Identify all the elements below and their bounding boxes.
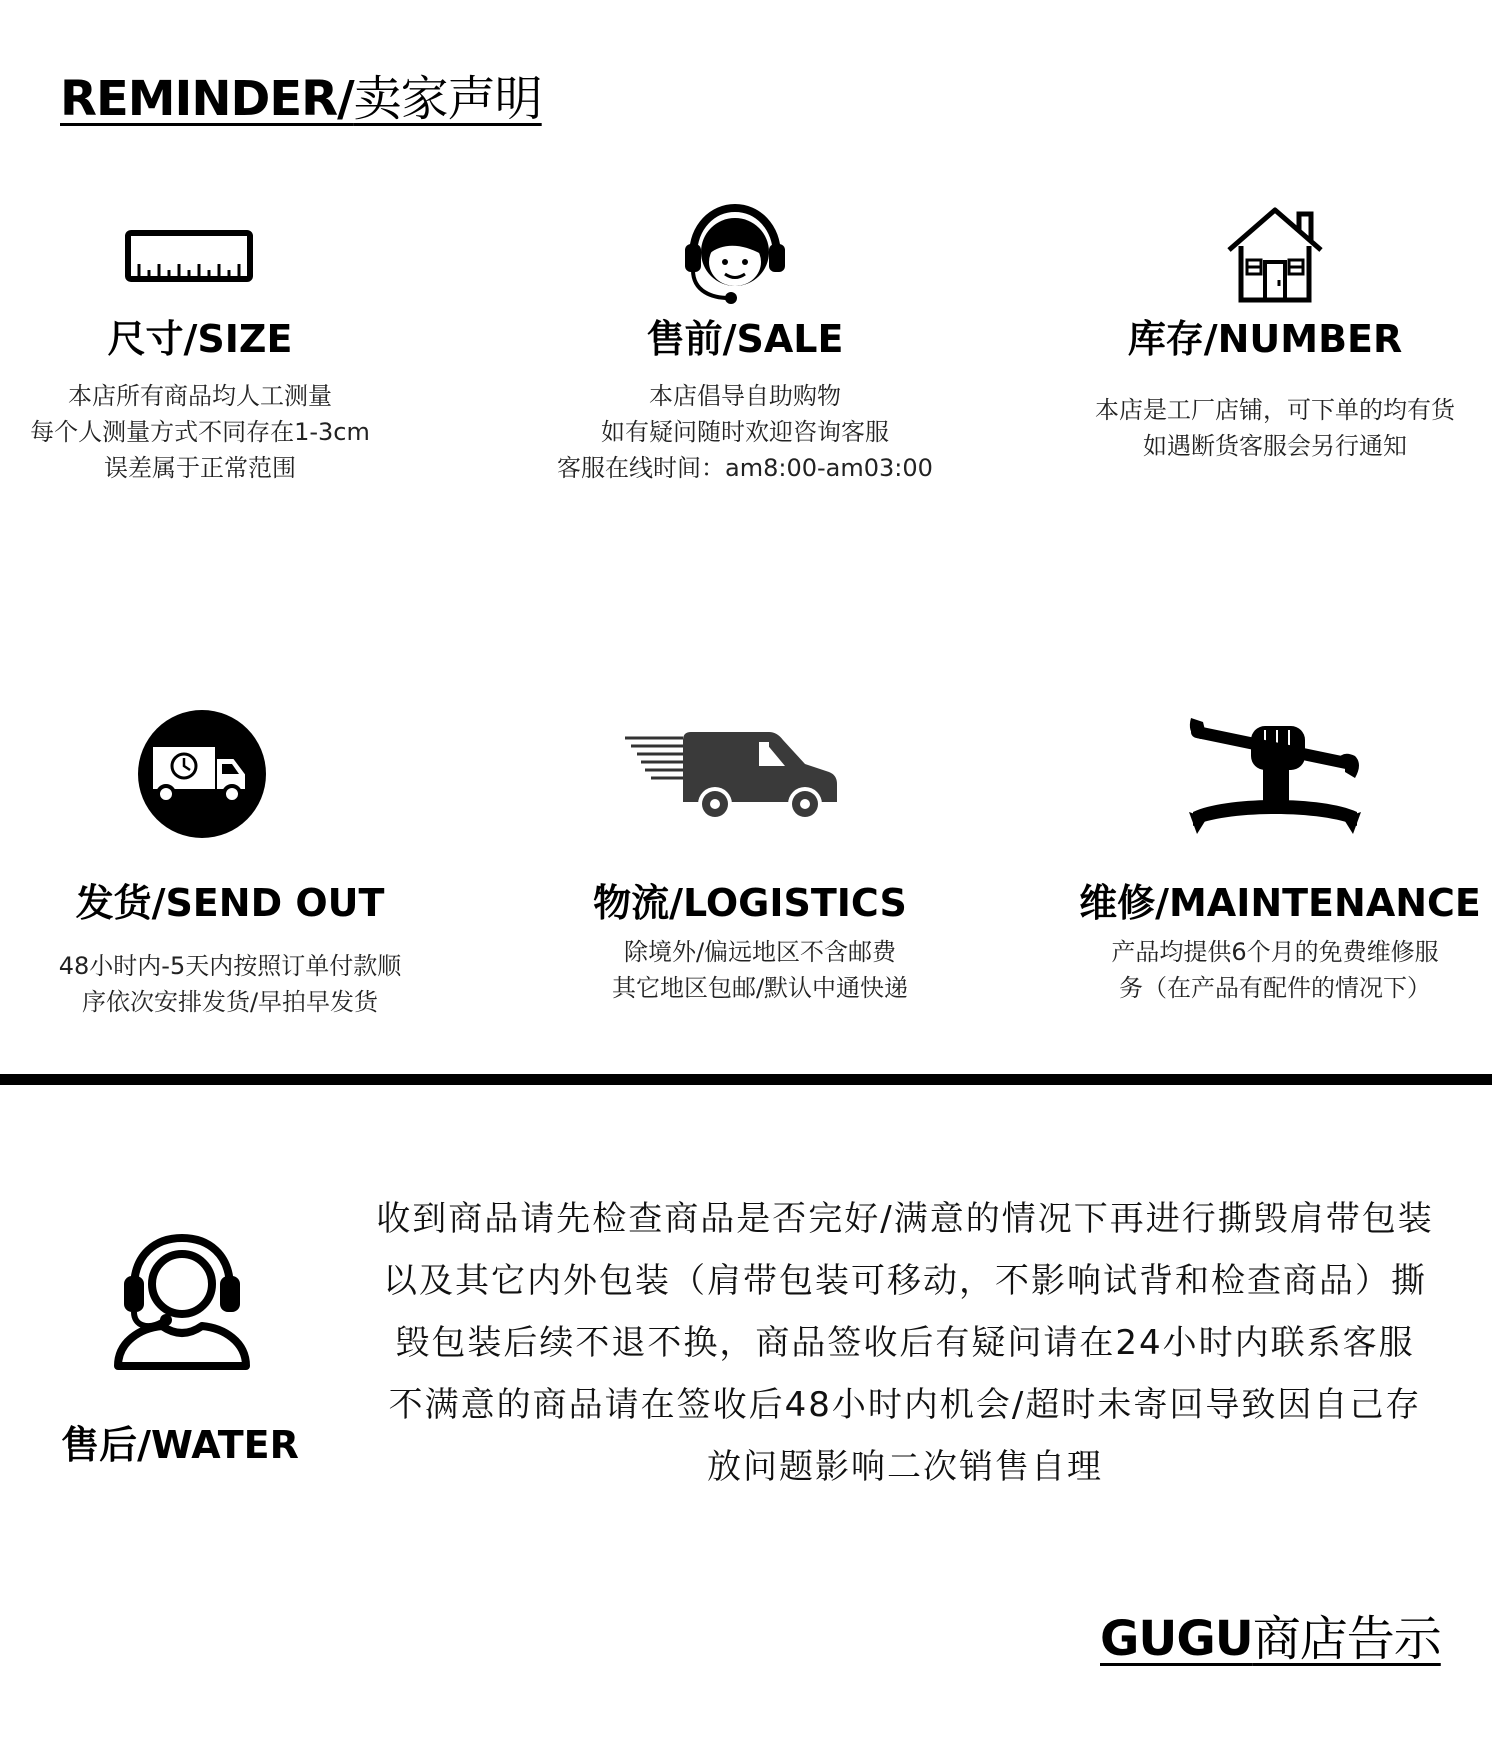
- card-desc-line: 本店所有商品均人工测量: [68, 382, 332, 410]
- card-title: 售前/SALE: [646, 317, 844, 361]
- card-desc-line: 产品均提供6个月的免费维修服: [1111, 938, 1439, 966]
- fast-van-icon: [625, 730, 845, 830]
- card-description: [20, 948, 440, 1020]
- card-number: [1065, 200, 1485, 500]
- page-title: [60, 60, 542, 129]
- card-desc-line: 本店倡导自助购物: [649, 382, 841, 410]
- card-title: 维修/MAINTENANCE: [1079, 881, 1481, 925]
- ruler-icon: [125, 230, 253, 286]
- card-logistics: [560, 700, 960, 1020]
- card-desc-line: 每个人测量方式不同存在1-3cm: [30, 418, 370, 446]
- footer-title-zh: 商店告示: [1252, 1611, 1441, 1667]
- card-description: [555, 378, 935, 486]
- card-title: 发货/SEND OUT: [75, 881, 385, 925]
- page-title-zh: 卖家声明: [353, 71, 542, 127]
- card-description: [560, 934, 960, 1006]
- section-divider: [0, 1074, 1492, 1085]
- house-icon: [1223, 206, 1327, 308]
- card-desc-line: 如遇断货客服会另行通知: [1143, 432, 1407, 460]
- card-sale: [555, 200, 935, 500]
- headset-agent-icon: [683, 204, 787, 314]
- card-desc-line: 本店是工厂店铺，可下单的均有货: [1095, 396, 1455, 424]
- card-desc-line: 序依次安排发货/早拍早发货: [81, 988, 379, 1016]
- card-desc-line: 其它地区包邮/默认中通快递: [611, 974, 909, 1002]
- footer-title-en: GUGU: [1100, 1611, 1253, 1667]
- aftersale-title: 售后/WATER: [61, 1423, 299, 1467]
- policy-line: 放问题影响二次销售自理: [707, 1447, 1103, 1487]
- card-desc-line: 如有疑问随时欢迎咨询客服: [601, 418, 889, 446]
- card-desc-line: 48小时内-5天内按照订单付款顺: [58, 952, 402, 980]
- customer-service-icon: [112, 1232, 252, 1376]
- card-title: 尺寸/SIZE: [107, 317, 293, 361]
- policy-line: 毁包装后续不退不换，商品签收后有疑问请在24小时内联系客服: [395, 1323, 1415, 1363]
- card-send-out: [20, 700, 440, 1020]
- card-size: [15, 200, 385, 500]
- footer-title: [1100, 1600, 1441, 1669]
- policy-line: 不满意的商品请在签收后48小时内机会/超时未寄回导致因自己存: [388, 1385, 1422, 1425]
- card-desc-line: 客服在线时间：am8:00-am03:00: [557, 454, 933, 482]
- delivery-truck-clock-icon: [138, 710, 266, 842]
- card-desc-line: 务（在产品有配件的情况下）: [1119, 974, 1431, 1002]
- card-desc-line: 误差属于正常范围: [104, 454, 296, 482]
- card-desc-line: 除境外/偏远地区不含邮费: [623, 938, 897, 966]
- card-maintenance: [1065, 700, 1485, 1020]
- policy-line: 收到商品请先检查商品是否完好/满意的情况下再进行撕毁肩带包装: [376, 1199, 1434, 1239]
- card-description: [1065, 934, 1485, 1006]
- card-description: [15, 378, 385, 486]
- policy-line: 以及其它内外包装（肩带包装可移动，不影响试背和检查商品）撕: [383, 1261, 1427, 1301]
- card-title: 库存/NUMBER: [1127, 317, 1403, 361]
- page-title-en: REMINDER/: [60, 71, 354, 127]
- aftersale-policy-text: [330, 1188, 1480, 1498]
- card-title: 物流/LOGISTICS: [593, 881, 907, 925]
- card-description: [1065, 392, 1485, 464]
- fist-wrench-icon: [1187, 708, 1363, 852]
